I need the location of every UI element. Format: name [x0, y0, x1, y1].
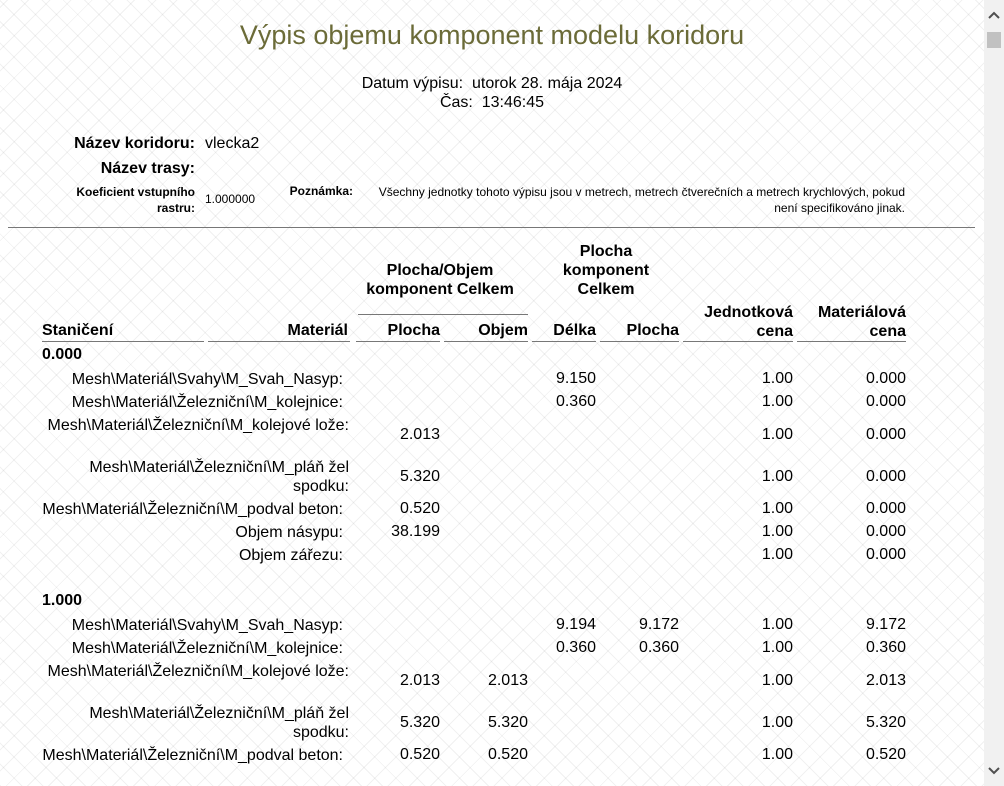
cell-unit-price: 1.00 — [761, 370, 793, 387]
material-name: Mesh\Materiál\Železniční\M_kolejové lože: — [47, 417, 349, 434]
cell-material-price: 0.000 — [865, 500, 906, 517]
cell-area2: 0.360 — [638, 639, 679, 656]
cell-unit-price: 1.00 — [761, 746, 793, 763]
material-name: Mesh\Materiál\Železniční\M_podval beton: — [42, 501, 343, 518]
report-date-value: utorok 28. mája 2024 — [471, 75, 623, 92]
cell-unit-price: 1.00 — [761, 393, 793, 410]
cell-area: 5.320 — [399, 468, 440, 485]
cell-unit-price: 1.00 — [761, 714, 793, 731]
material-name: Mesh\Materiál\Železniční\M_podval beton: — [42, 747, 343, 764]
cell-material-price: 0.000 — [865, 523, 906, 540]
material-name: Mesh\Materiál\Železniční\M_kolejové lože: — [47, 663, 349, 680]
cell-unit-price: 1.00 — [761, 546, 793, 563]
header-material-price: Materiálová cena — [817, 304, 906, 340]
material-name: Mesh\Materiál\Železniční\M_pláň žel spodku: — [89, 705, 349, 741]
material-name: Mesh\Materiál\Svahy\M_Svah_Nasyp: — [71, 371, 343, 388]
header-group-area-volume: Plocha/Objem komponent Celkem — [366, 262, 514, 298]
cell-area: 0.520 — [399, 500, 440, 517]
report-date — [0, 75, 984, 93]
cell-unit-price: 1.00 — [761, 426, 793, 443]
raster-coefficient-label: Koeficient vstupního rastru: — [76, 185, 195, 215]
cell-unit-price: 1.00 — [761, 672, 793, 689]
scroll-up-arrow-icon[interactable] — [984, 0, 1004, 30]
station-value: 0.000 — [42, 346, 83, 363]
material-name: Mesh\Materiál\Svahy\M_Svah_Nasyp: — [71, 617, 343, 634]
underline-station — [42, 341, 204, 342]
cell-area: 2.013 — [399, 426, 440, 443]
cell-area: 5.320 — [399, 714, 440, 731]
header-area: Plocha — [387, 322, 440, 339]
header-unit-price: Jednotková cena — [704, 304, 793, 340]
cell-unit-price: 1.00 — [761, 468, 793, 485]
cell-material-price: 0.000 — [865, 393, 906, 410]
report-time-value: 13:46:45 — [481, 94, 545, 111]
cell-length: 0.360 — [555, 639, 596, 656]
cell-material-price: 0.360 — [865, 639, 906, 656]
cell-unit-price: 1.00 — [761, 639, 793, 656]
cell-unit-price: 1.00 — [761, 523, 793, 540]
cell-volume: 0.520 — [487, 746, 528, 763]
cell-length: 0.360 — [555, 393, 596, 410]
header-group-components: Plocha komponent Celkem — [562, 243, 650, 298]
cell-area: 38.199 — [391, 523, 440, 540]
report-time — [0, 94, 984, 112]
report-date-label: Datum výpisu: — [361, 75, 464, 92]
cell-area: 0.520 — [399, 746, 440, 763]
cell-area2: 9.172 — [638, 616, 679, 633]
report-time-label: Čas: — [439, 94, 473, 111]
cell-material-price: 0.000 — [865, 546, 906, 563]
cell-material-price: 9.172 — [865, 616, 906, 633]
cell-material-price: 0.000 — [865, 370, 906, 387]
cell-length: 9.150 — [555, 370, 596, 387]
underline-unit-price — [683, 341, 793, 342]
scroll-thumb[interactable] — [987, 32, 1001, 48]
group-underline-area-volume — [358, 314, 528, 315]
cell-material-price: 0.520 — [865, 746, 906, 763]
material-name: Mesh\Materiál\Železniční\M_kolejnice: — [71, 394, 343, 411]
note-label: Poznámka: — [289, 184, 353, 198]
material-name: Mesh\Materiál\Železniční\M_kolejnice: — [71, 640, 343, 657]
material-name: Objem násypu: — [235, 524, 343, 541]
cell-volume: 5.320 — [487, 714, 528, 731]
header-station: Staničení — [42, 322, 114, 339]
cell-area: 2.013 — [399, 672, 440, 689]
header-length: Délka — [553, 322, 596, 339]
underline-material-price — [797, 341, 906, 342]
report-title: Výpis objemu komponent modelu koridoru — [239, 20, 745, 50]
cell-material-price: 2.013 — [865, 672, 906, 689]
cell-unit-price: 1.00 — [761, 500, 793, 517]
cell-material-price: 0.000 — [865, 468, 906, 485]
underline-volume — [444, 341, 528, 342]
cell-material-price: 5.320 — [865, 714, 906, 731]
material-name: Mesh\Materiál\Železniční\M_pláň žel spodku: — [89, 459, 349, 495]
corridor-name-label: Název koridoru: — [74, 135, 195, 152]
alignment-name-label: Název trasy: — [100, 160, 195, 177]
header-divider — [8, 227, 975, 228]
underline-area2 — [600, 341, 679, 342]
underline-length — [532, 341, 596, 342]
header-area2: Plocha — [626, 322, 679, 339]
station-value: 1.000 — [42, 592, 83, 609]
vertical-scrollbar[interactable] — [984, 0, 1004, 786]
header-volume: Objem — [478, 322, 528, 339]
note-text: Všechny jednotky tohoto výpisu jsou v metrech, metrech čtverečních a metrech krychlových, pokud není specifikováno jinak. — [378, 185, 905, 215]
corridor-name-value: vlecka2 — [205, 135, 260, 152]
material-name: Objem zářezu: — [238, 547, 343, 564]
cell-unit-price: 1.00 — [761, 616, 793, 633]
scroll-down-arrow-icon[interactable] — [984, 756, 1004, 786]
underline-material — [208, 341, 350, 342]
underline-area — [356, 341, 440, 342]
cell-length: 9.194 — [555, 616, 596, 633]
cell-volume: 2.013 — [487, 672, 528, 689]
raster-coefficient-value: 1.000000 — [205, 192, 256, 206]
cell-material-price: 0.000 — [865, 426, 906, 443]
header-material: Materiál — [287, 322, 348, 339]
